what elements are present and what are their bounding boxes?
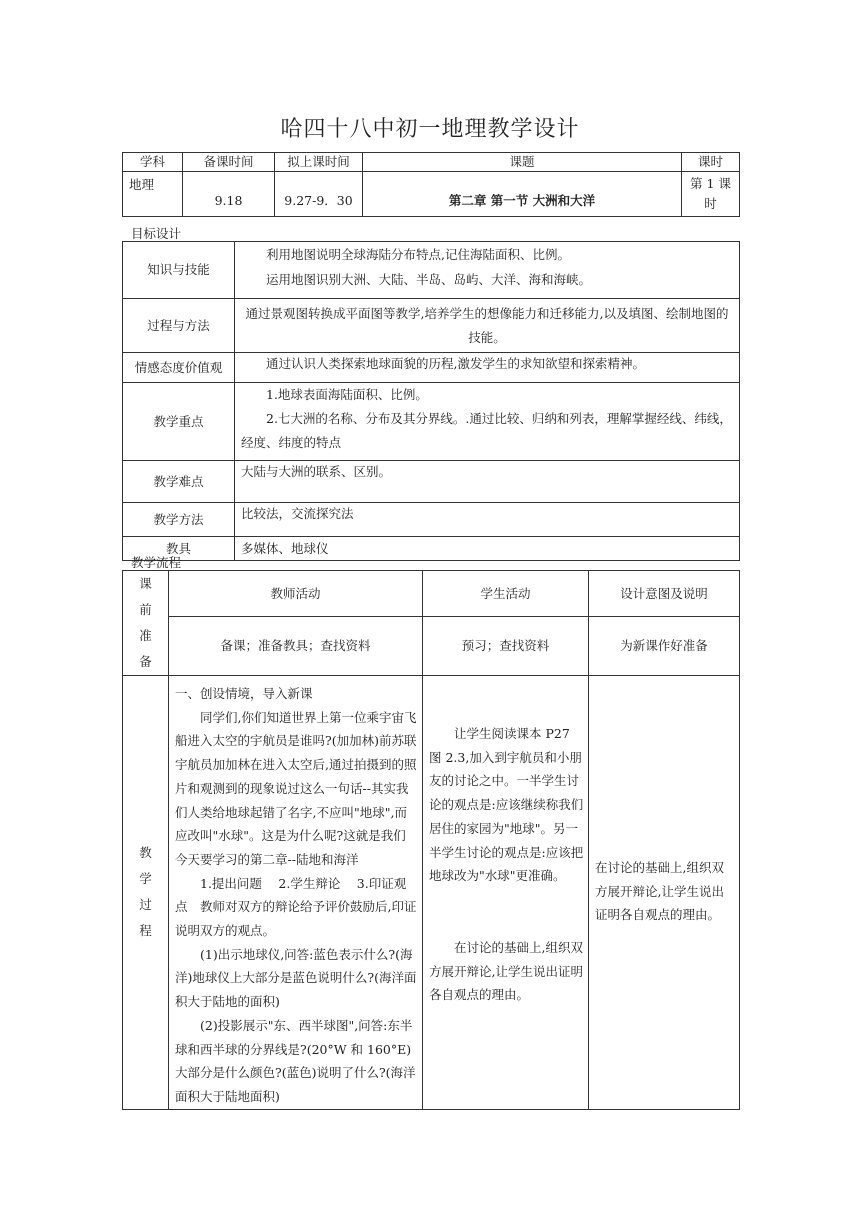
flow-table	[122, 570, 740, 1110]
goal-label: 过程与方法	[123, 299, 235, 353]
goal-line: 1.地球表面海陆面积、比例。	[266, 387, 428, 402]
student-text-line: 让学生阅读课本 P27 图 2.3,加入到宇航员和小朋友的讨论之中。一半学生讨论的观点是:应该继续称我们居住的家园为"地球"。另一半学生讨论的观点是:应该把地球改为"水球"更准确。	[429, 726, 584, 884]
topic-cell: 第二章 第一节 大洲和大洋	[363, 172, 682, 217]
goal-label: 教学方法	[123, 503, 235, 537]
goal-line: 通过认识人类探索地球面貌的历程,激发学生的求知欲望和探索精神。	[235, 353, 740, 383]
class-time-cell: 9.27-9．30	[275, 172, 363, 217]
goal-label: 教学重点	[123, 383, 235, 461]
student-text-line: 在讨论的基础上,组织双方展开辩论,让学生说出证明各自观点的理由。	[429, 939, 583, 1003]
goal-line: 大陆与大洲的联系、区别。	[235, 461, 740, 503]
col-subject-header: 学科	[123, 153, 183, 172]
prep-label: 课前准备	[123, 571, 169, 676]
teacher-activity-header: 教师活动	[169, 571, 423, 617]
goal-line: 通过景观图转换成平面图等教学,培养学生的想像能力和迁移能力,以及填图、绘制地图的技能。	[235, 299, 740, 353]
page-title: 哈四十八中初一地理教学设计	[280, 117, 580, 142]
teacher-activity-cell	[169, 676, 423, 1110]
design-intent-cell: 在讨论的基础上,组织双方展开辩论,让学生说出证明各自观点的理由。	[589, 676, 740, 1110]
student-activity-cell	[423, 676, 589, 1110]
teacher-text-line: (2)投影展示"东、西半球图",问答:东半球和西半球的分界线是?(20°W 和 160°E)大部分是什么颜色?(蓝色)说明了什么?(海洋面积大于陆地面积)	[175, 1017, 416, 1104]
teacher-prep-cell: 备课；准备教具；查找资料	[169, 617, 423, 676]
design-intent-header: 设计意图及说明	[589, 571, 740, 617]
student-prep-cell: 预习；查找资料	[423, 617, 589, 676]
goal-line: 比较法，交流探究法	[235, 503, 740, 537]
goals-table	[122, 241, 740, 561]
goals-section-label: 目标设计	[131, 226, 182, 241]
goal-label: 情感态度价值观	[123, 353, 235, 383]
flow-section-label: 教学流程	[131, 555, 182, 570]
intent-prep-cell: 为新课作好准备	[589, 617, 740, 676]
student-activity-header: 学生活动	[423, 571, 589, 617]
subject-cell: 地理	[123, 172, 183, 217]
teacher-text-line: (1)出示地球仪,问答:蓝色表示什么?(海洋)地球仪上大部分是蓝色说明什么?(海洋面积大于陆地的面积)	[175, 946, 417, 1010]
goal-label: 教学难点	[123, 461, 235, 503]
teacher-text-line: 一、创设情境，导入新课	[175, 686, 313, 701]
goal-label: 知识与技能	[123, 242, 235, 299]
header-table	[122, 152, 740, 217]
period-cell: 第 1 课时	[682, 172, 740, 217]
goal-line: 多媒体、地球仪	[235, 537, 740, 561]
teacher-text-line: 1.提出问题 2.学生辩论 3.印证观点 教师对双方的辩论给予评价鼓励后,印证说明双方的观点。	[175, 875, 417, 939]
teacher-text-line: 同学们,你们知道世界上第一位乘宇宙飞船进入太空的宇航员是谁吗?(加加林)前苏联宇航员加加林在进入太空后,通过拍摄到的照片和观测到的现象说过这么一句话--其实我们人类给地球起错了名字,不应叫"地球",而应改叫"水球"。这是为什么呢?这就是我们今天要学习的第二章--陆地和海洋	[175, 709, 417, 867]
goal-line: 2.七大洲的名称、分布及其分界线。.通过比较、归纳和列表，理解掌握经线、纬线，经度、纬度的特点	[241, 411, 732, 450]
goal-line: 利用地图说明全球海陆分布特点,记住海陆面积、比例。	[266, 247, 570, 262]
goal-label: 教具	[123, 537, 235, 561]
prep-time-cell: 9.18	[183, 172, 275, 217]
process-label: 教学过程	[123, 676, 169, 1110]
col-prep-time-header: 备课时间	[183, 153, 275, 172]
col-class-time-header: 拟上课时间	[275, 153, 363, 172]
col-topic-header: 课题	[363, 153, 682, 172]
col-period-header: 课时	[682, 153, 740, 172]
goal-line: 运用地图识别大洲、大陆、半岛、岛屿、大洋、海和海峡。	[266, 272, 592, 287]
